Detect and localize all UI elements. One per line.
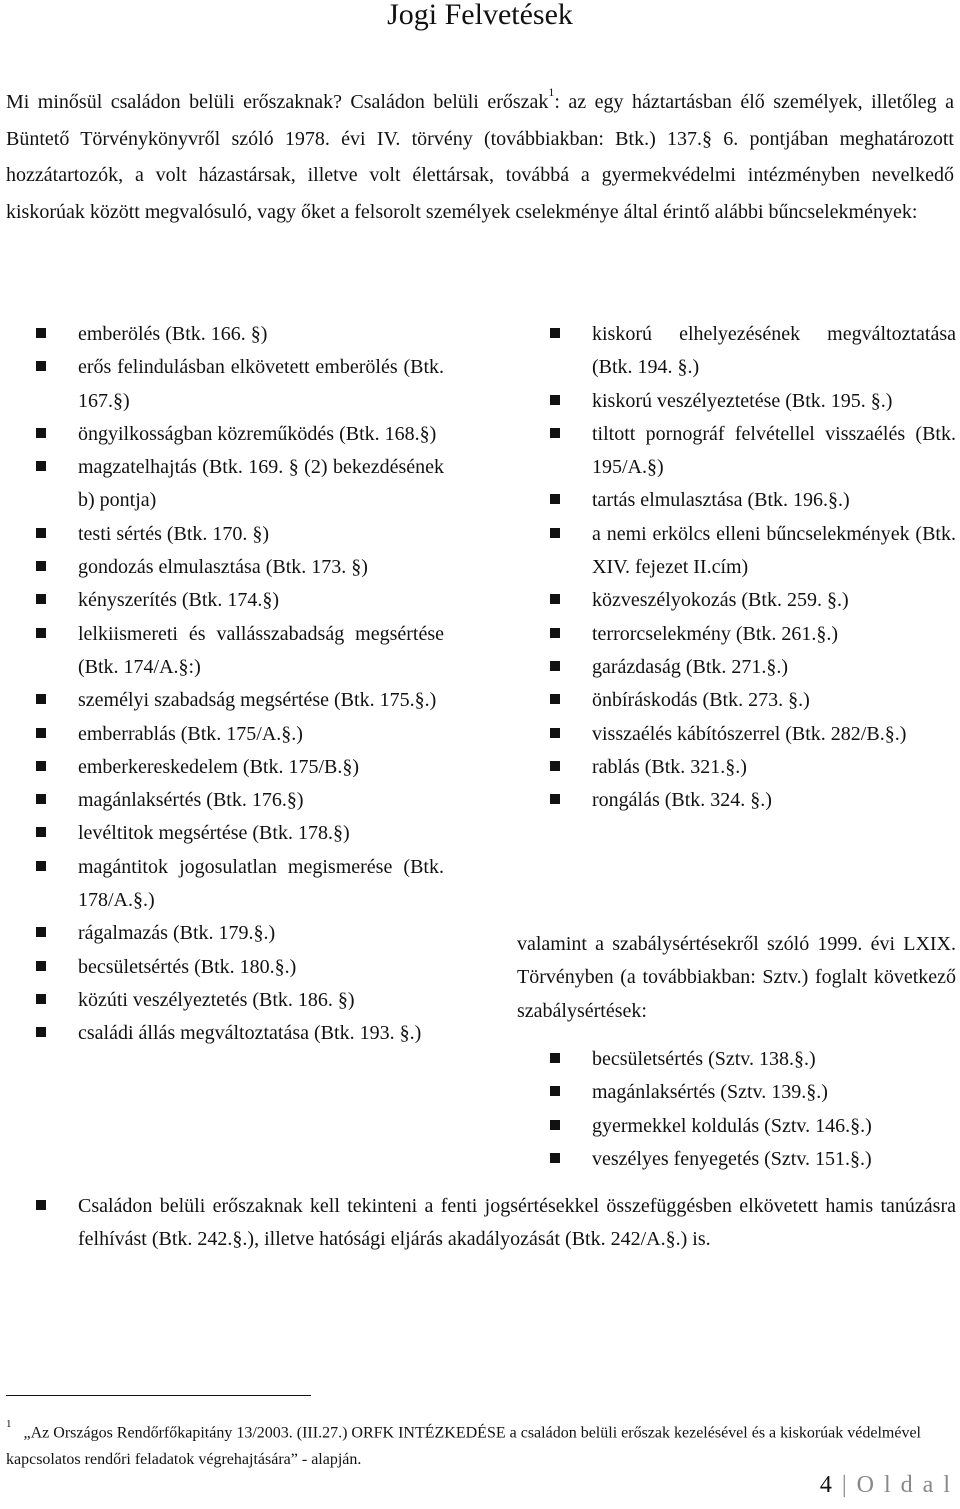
offense-item [36,784,444,817]
bullet-square-icon [36,361,46,371]
list-item-text: magánlaksértés (Sztv. 139.§.) [592,1081,828,1104]
page-number-label: | O l d a l [833,1472,952,1498]
page-number-value: 4 [819,1472,834,1498]
list-item-text: emberrablás (Btk. 175/A.§.) [78,722,303,745]
bullet-square-icon [36,961,46,971]
misdemeanor-intro: valamint a szabálysértésekről szóló 1999. évi LXIX. Törvényben (a továbbiakban: Sztv.) foglalt következő szabálysértések: [517,933,956,1022]
bullet-square-icon [550,494,560,504]
list-item-text: lelkiismereti és vallásszabadság megsértése (Btk. 174/A.§:) [78,622,444,678]
bullet-square-icon [36,861,46,871]
list-item-text: emberölés (Btk. 166. §) [78,323,268,345]
list-item-text: önbíráskodás (Btk. 273. §.) [592,689,810,712]
bullet-square-icon [36,461,46,471]
list-item-text: kiskorú elhelyezésének megváltoztatása (Btk. 194. §.) [592,323,956,379]
misdemeanor-item [550,1043,956,1076]
bullet-square-icon [36,1027,46,1037]
offense-item [550,385,956,418]
bullet-square-icon [550,328,560,338]
footnote-text: „Az Országos Rendőrfőkapitány 13/2003. (III.27.) ORFK INTÉZKEDÉSE a családon belüli erőszak kezelésével és a kiskorúak védelmével kapcsolatos rendőri feladatok végrehajtására” - alapján. [6,1424,921,1469]
list-item-text: közúti veszélyeztetés (Btk. 186. §) [78,988,355,1011]
offense-item [36,984,444,1017]
closing-list [36,1190,956,1257]
offense-item [36,951,444,984]
offense-item [36,518,444,551]
offense-item [36,418,444,451]
list-item-text: levéltitok megsértése (Btk. 178.§) [78,822,350,845]
offense-item [36,751,444,784]
bullet-square-icon [550,1053,560,1063]
bullet-square-icon [550,594,560,604]
list-item-text: garázdaság (Btk. 271.§.) [592,655,789,678]
closing-text: Családon belüli erőszaknak kell tekinteni a fenti jogsértésekkel összefüggésben elkövetett hamis tanúzásra felhívást (Btk. 242.§.), illetve hatósági eljárás akadályozását (Btk. 242/A.§.) is. [78,1195,956,1251]
offense-item [550,318,956,385]
list-item-text: tartás elmulasztása (Btk. 196.§.) [592,489,850,512]
intro-text-start: Mi minősül családon belüli erőszaknak? Családon belüli erőszak [6,91,549,113]
list-item-text: családi állás megváltoztatása (Btk. 193. §.) [78,1022,422,1045]
bullet-square-icon [550,395,560,405]
offense-item [550,718,956,751]
bullet-square-icon [550,661,560,671]
bullet-square-icon [550,694,560,704]
offense-item [550,618,956,651]
bullet-square-icon [36,794,46,804]
bullet-square-icon [36,428,46,438]
bullet-square-icon [550,728,560,738]
misdemeanor-item [550,1076,956,1109]
offense-item [550,418,956,485]
intro-text-end: : az egy háztartásban élő személyek, illetőleg a Büntető Törvénykönyvről szóló 1978. évi IV. törvény (továbbiakban: Btk.) 137.§ 6. pontjában meghatározott hozzátartozók, a volt házastársak, illetve volt élettársak, továbbá a gyermekvédelmi intézményben nevelkedő kiskorúak között megvalósuló, vagy őket a felsorolt személyek cselekménye által érintő alábbi bűncselekmények: [6,91,954,223]
offense-item [550,684,956,717]
bullet-square-icon [36,728,46,738]
bullet-square-icon [550,1086,560,1096]
list-item-text: gyermekkel koldulás (Sztv. 146.§.) [592,1114,872,1137]
bullet-square-icon [550,794,560,804]
misdemeanor-item [550,1110,956,1143]
intro-paragraph [6,84,954,230]
misdemeanor-list [550,1043,956,1176]
bullet-square-icon [36,628,46,638]
footnote-marker: 1 [6,1418,12,1430]
bullet-square-icon [550,1153,560,1163]
offense-item [36,618,444,685]
list-item-text: kényszerítés (Btk. 174.§) [78,589,280,612]
offense-item [36,817,444,850]
list-item-text: magzatelhajtás (Btk. 169. § (2) bekezdésének b) pontja) [78,456,444,512]
bullet-square-icon [550,1120,560,1130]
footnote-reference[interactable]: 1 [548,85,555,99]
offense-item [36,851,444,918]
misdemeanor-item [550,1143,956,1176]
offense-item [36,451,444,518]
footnote-separator [6,1395,311,1396]
offense-item [550,584,956,617]
list-item-text: a nemi erkölcs elleni bűncselekmények (Btk. XIV. fejezet II.cím) [592,522,956,579]
offense-item [550,751,956,784]
list-item-text: közveszélyokozás (Btk. 259. §.) [592,589,849,612]
offense-item [36,551,444,584]
bullet-square-icon [36,694,46,704]
offense-item [36,584,444,617]
list-item-text: visszaélés kábítószerrel (Btk. 282/B.§.) [592,722,907,745]
list-item-text: becsületsértés (Btk. 180.§.) [78,955,297,978]
bullet-square-icon [36,561,46,571]
offense-item [550,784,956,817]
list-item-text: személyi szabadság megsértése (Btk. 175.§.) [78,689,437,712]
offense-item [550,518,956,585]
bullet-square-icon [550,428,560,438]
bullet-square-icon [550,761,560,771]
bullet-square-icon [36,328,46,338]
list-item-text: rongálás (Btk. 324. §.) [592,789,772,812]
offense-item [36,318,444,351]
list-item-text: emberkereskedelem (Btk. 175/B.§) [78,755,360,778]
list-item-text: tiltott pornográf felvétellel visszaélés (Btk. 195/A.§) [592,422,956,479]
bullet-square-icon [36,827,46,837]
bullet-square-icon [36,594,46,604]
list-item-text: veszélyes fenyegetés (Sztv. 151.§.) [592,1147,872,1170]
list-item-text: öngyilkosságban közreműködés (Btk. 168.§) [78,422,437,445]
offense-item [36,1017,444,1050]
footnote [6,1415,954,1473]
bullet-square-icon [36,1200,46,1210]
offense-item [36,718,444,751]
list-item-text: testi sértés (Btk. 170. §) [78,522,270,545]
list-item-text: rágalmazás (Btk. 179.§.) [78,922,276,945]
bullet-square-icon [550,528,560,538]
offense-item [550,651,956,684]
bullet-square-icon [36,994,46,1004]
offense-list-left [36,318,444,1051]
list-item-text: magánlaksértés (Btk. 176.§) [78,789,304,812]
offense-item [36,917,444,950]
offense-item [36,351,444,418]
closing-item [36,1190,956,1257]
list-item-text: magántitok jogosulatlan megismerése (Btk. 178/A.§.) [78,855,444,912]
list-item-text: becsületsértés (Sztv. 138.§.) [592,1048,816,1070]
offense-list-right [550,318,956,817]
page-number [820,1470,952,1500]
list-item-text: kiskorú veszélyeztetése (Btk. 195. §.) [592,389,893,412]
offense-item [550,484,956,517]
list-item-text: rablás (Btk. 321.§.) [592,755,747,778]
offense-item [36,684,444,717]
bullet-square-icon [550,628,560,638]
list-item-text: gondozás elmulasztása (Btk. 173. §) [78,556,368,579]
bullet-square-icon [36,927,46,937]
list-item-text: terrorcselekmény (Btk. 261.§.) [592,622,839,645]
list-item-text: erős felindulásban elkövetett emberölés (Btk. 167.§) [78,356,444,412]
bullet-square-icon [36,528,46,538]
bullet-square-icon [36,761,46,771]
page-title: Jogi Felvetések [387,0,573,31]
